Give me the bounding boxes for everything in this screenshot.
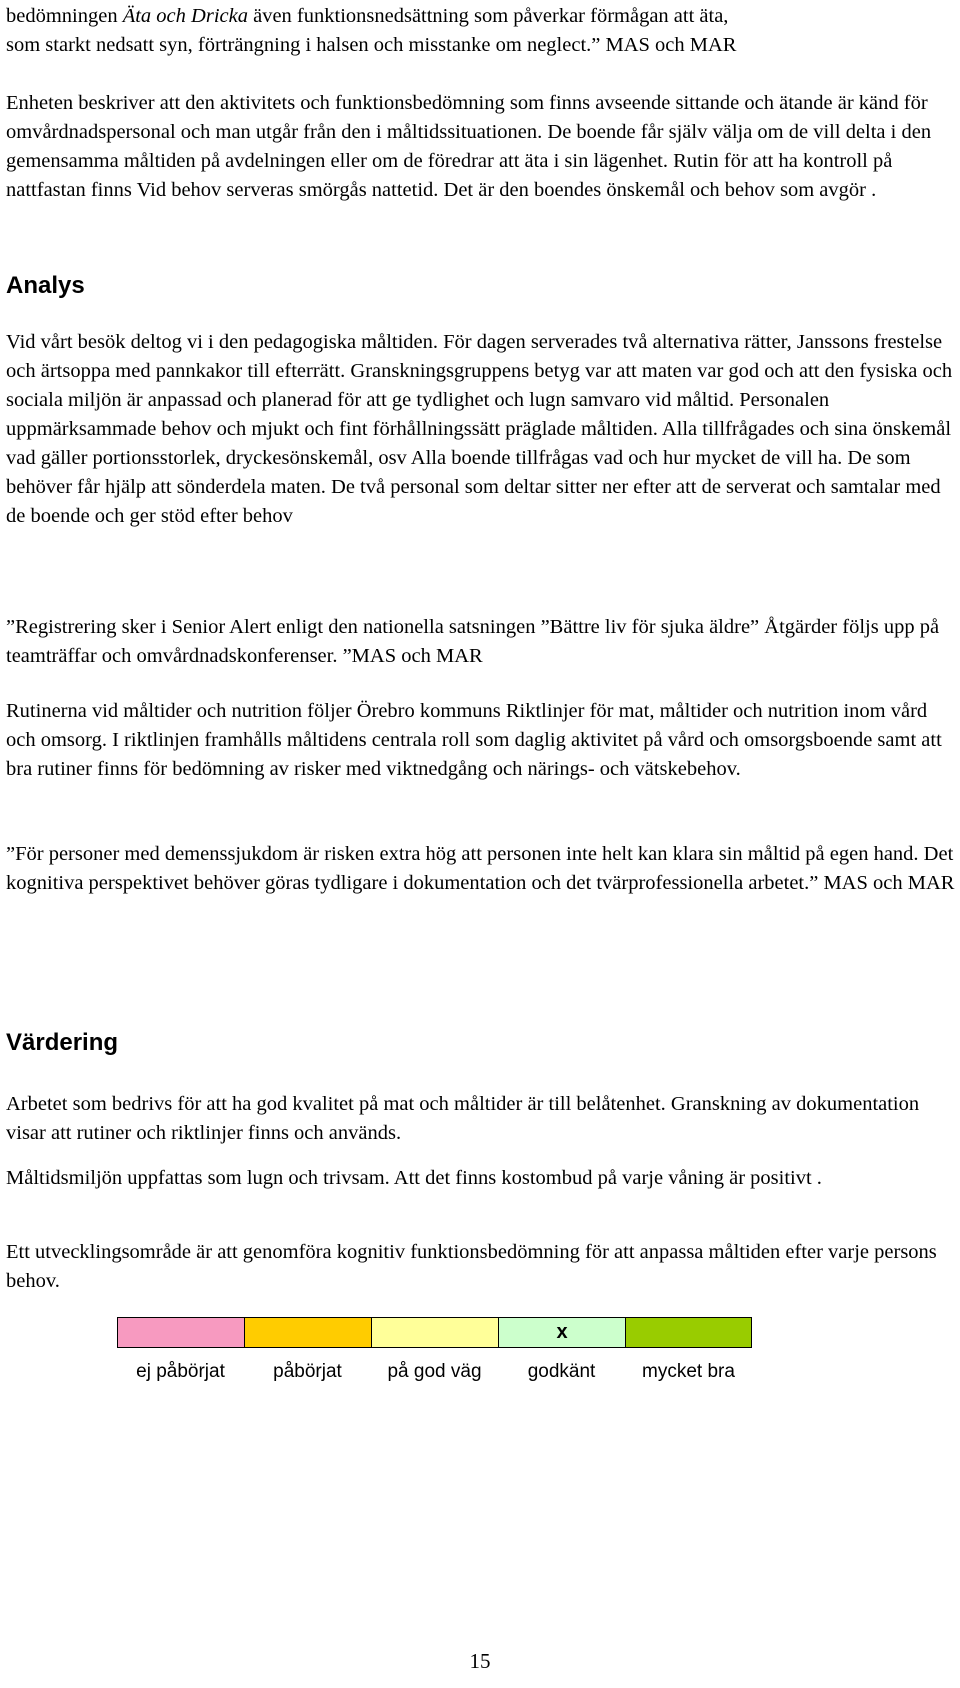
paragraph-1: Enheten beskriver att den aktivitets och funktionsbedömning som finns avseende sittande och ätande är känd för omvårdnadspersonal och man utgår från den i måltidssituationen. De boende får själv välja om de vill delta i den gemensamma måltiden på avdelningen eller om de föredrar att äta i sin lägenhet. Rutin för att ha kontroll på nattfastan finns Vid behov serveras smörgås nattetid. Det är den boendes önskemål och behov som avgör . (6, 92, 932, 201)
rating-label: påbörjat (273, 1361, 342, 1382)
intro-text: även funktionsnedsättning som påverkar förmågan att äta, (247, 5, 729, 27)
intro-line-1 (6, 2, 956, 31)
intro-italic-term: Äta och Dricka (122, 5, 248, 27)
rating-cell-ej-paborjat (117, 1317, 244, 1348)
intro-line-2: som starkt nedsatt syn, förträngning i halsen och misstanke om neglect.” MAS och MAR (6, 34, 737, 56)
rating-cell-pa-god-vag (371, 1317, 498, 1348)
rating-label: på god väg (387, 1361, 482, 1382)
intro-text: bedömningen (6, 5, 123, 27)
rating-label: godkänt (527, 1361, 596, 1382)
analys-paragraph-3: Rutinerna vid måltider och nutrition följer Örebro kommuns Riktlinjer för mat, måltider och nutrition inom vård och omsorg. I riktlinjen framhålls måltidens centrala roll som daglig aktivitet på vård och omsorgsboende samt att bra rutiner finns för bedömning av risker med viktnedgång och närings- och vätskebehov. (6, 700, 942, 780)
heading-vardering: Värdering (6, 1029, 119, 1056)
rating-cell-mycket-bra (625, 1317, 752, 1348)
heading-analys: Analys (6, 272, 85, 299)
vardering-paragraph-2: Måltidsmiljön uppfattas som lugn och trivsam. Att det finns kostombud på varje våning är positivt . (6, 1167, 822, 1189)
analys-paragraph-4: ”För personer med demenssjukdom är risken extra hög att personen inte helt kan klara sin måltid på egen hand. Det kognitiva perspektivet behöver göras tydligare i dokumentation och det tvärprofessionella arbetet.” MAS och MAR (6, 843, 955, 894)
vardering-paragraph-1: Arbetet som bedrivs för att ha god kvalitet på mat och måltider är till belåtenhet. Granskning av dokumentation visar att rutiner och riktlinjer finns och används. (6, 1093, 920, 1144)
rating-label: mycket bra (642, 1361, 735, 1382)
rating-cell-godkant: x (498, 1317, 625, 1348)
rating-scale (117, 1317, 752, 1384)
rating-scale-cells (117, 1317, 752, 1348)
page-number: 15 (469, 1649, 491, 1673)
rating-cell-paborjat (244, 1317, 371, 1348)
vardering-paragraph-3: Ett utvecklingsområde är att genomföra kognitiv funktionsbedömning för att anpassa måltiden efter varje persons behov. (6, 1241, 937, 1292)
analys-paragraph-1: Vid vårt besök deltog vi i den pedagogiska måltiden. För dagen serverades två alternativa rätter, Janssons frestelse och ärtsoppa med pannkakor till efterrätt. Granskningsgruppens betyg var att maten var god och att den fysiska och sociala miljön är anpassad och planerad för att ge tydlighet och lugn samvaro vid måltid. Personalen uppmärksammade behov och mjukt och fint förhållningssätt präglade måltiden. Alla tillfrågades och sina önskemål vad gäller portionsstorlek, dryckesönskemål, osv Alla boende tillfrågas vad och hur mycket de vill ha. De som behöver får hjälp att sönderdela maten. De två personal som deltar sitter ner efter att de serverat och samtalar med de boende och ger stöd efter behov (6, 331, 953, 527)
rating-scale-labels (117, 1360, 752, 1384)
rating-label: ej påbörjat (136, 1361, 225, 1382)
analys-paragraph-2: ”Registrering sker i Senior Alert enligt den nationella satsningen ”Bättre liv för sjuka äldre” Åtgärder följs upp på teamträffar och omvårdnadskonferenser. ”MAS och MAR (6, 616, 940, 667)
